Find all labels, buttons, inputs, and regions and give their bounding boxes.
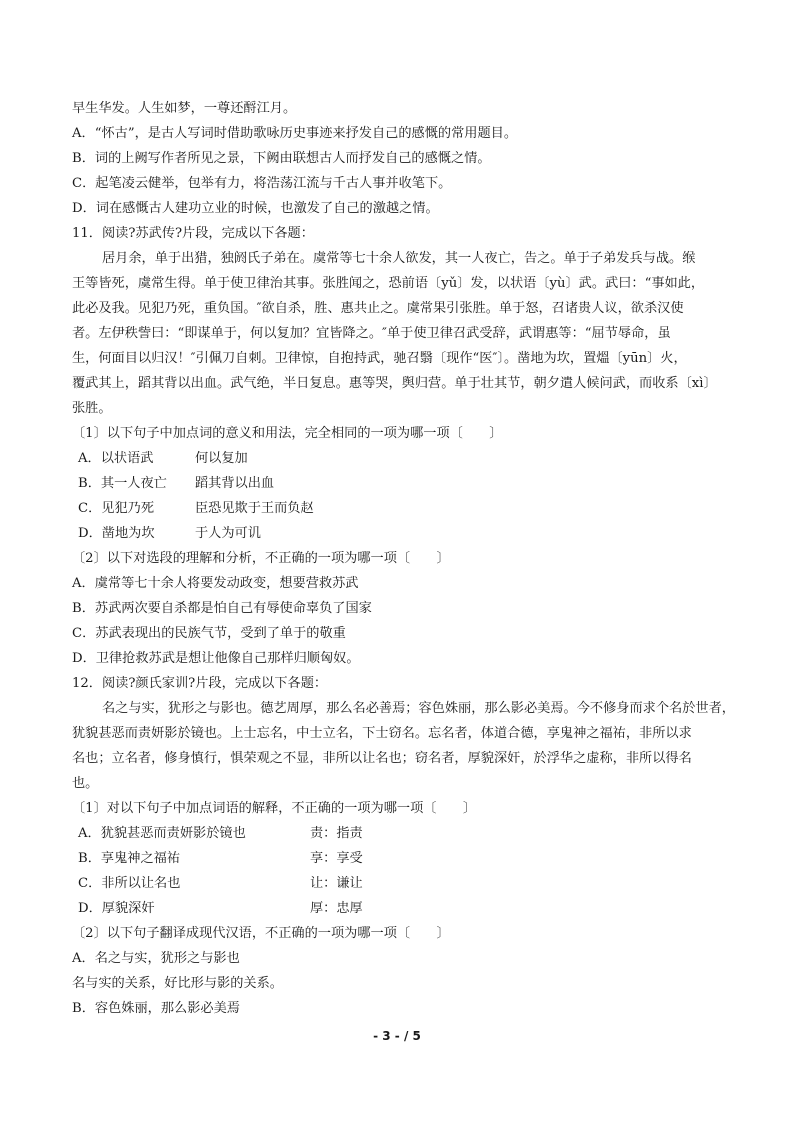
passage-line: 王等皆死，虞常生得。单于使卫律治其事。张胜闻之，恐前语〔yǔ〕发，以状语〔yù〕武。武曰：“事如此， <box>72 276 705 291</box>
page-number: - 3 - / 5 <box>373 1029 421 1043</box>
q12-sub1-option-d: D．厚貌深奸 <box>78 901 155 916</box>
q11-sub1-option-b-pair: 蹈其背以出血 <box>195 476 275 491</box>
passage-line: 生，何面目以归汉！″引佩刀自刺。卫律惊，自抱持武，驰召翳〔现作“医″〕。凿地为坎，置熅〔yūn〕火， <box>72 351 687 366</box>
question-11-heading: 11．阅读?苏武传?片段，完成以下各题： <box>72 226 314 241</box>
q12-sub1-option-c: C．非所以让名也 <box>78 876 181 891</box>
passage-line: 居月余，单于出猎，独阏氏子弟在。虞常等七十余人欲发，其一人夜亡，告之。单于子弟发兵与战。缑 <box>102 251 696 266</box>
q12-sub2-option-a: A．名之与实，犹形之与影也 <box>72 951 240 966</box>
passage-line: 覆武其上，蹈其背以出血。武气绝，半日复息。惠等哭，舆归营。单于壮其节，朝夕遣人候问武，而收系〔xì〕 <box>72 376 717 391</box>
passage-line: 名之与实，犹形之与影也。德艺周厚，那么名必善焉；容色姝丽，那么影必美焉。今不修身而求个名於世者， <box>102 701 735 716</box>
q11-sub1-option-d: D．凿地为坎 <box>78 526 155 541</box>
q10-option-b: B．词的上阙写作者所见之景，下阙由联想古人而抒发自己的感慨之情。 <box>72 151 491 166</box>
q12-sub1-prompt: 〔1〕对以下句子中加点词语的解释，不正确的一项为哪一项〔 〕 <box>72 801 477 816</box>
passage-line: 名也；立名者，修身慎行，惧荣观之不显，非所以让名也；窃名者，厚貌深奸，於浮华之虚称，非所以得名 <box>72 751 692 766</box>
q12-sub2-prompt: 〔2〕以下句子翻译成现代汉语，不正确的一项为哪一项〔 〕 <box>72 926 450 941</box>
q10-option-d: D．词在感慨古人建功立业的时候，也激发了自己的激越之情。 <box>72 201 439 216</box>
q11-sub2-option-a: A．虞常等七十余人将要发动政变，想要营救苏武 <box>72 576 359 591</box>
q11-sub1-option-c: C．见犯乃死 <box>78 501 155 516</box>
q11-sub1-option-c-pair: 臣恐见欺于王而负赵 <box>195 501 314 516</box>
question-12-heading: 12．阅读?颜氏家训?片段，完成以下各题： <box>72 676 328 691</box>
q11-sub2-option-b: B．苏武两次要自杀都是怕自己有辱使命辜负了国家 <box>72 601 372 616</box>
q11-sub2-option-d: D．卫律抢救苏武是想让他像自己那样归顺匈奴。 <box>72 651 360 666</box>
q11-sub1-option-b: B．其一人夜亡 <box>78 476 167 491</box>
poem-ending-line: 早生华发。人生如梦，一尊还酹江月。 <box>72 101 297 116</box>
q10-option-a: A．“怀古”，是古人写词时借助歌咏历史事迹来抒发自己的感慨的常用题目。 <box>72 126 518 141</box>
q11-sub1-prompt: 〔1〕以下句子中加点词的意义和用法，完全相同的一项为哪一项〔 〕 <box>72 426 503 441</box>
passage-line: 者。左伊秩訾曰：“即谋单于，何以复加？宜皆降之。″单于使卫律召武受辞，武谓惠等：“屈节辱命，虽 <box>72 326 671 341</box>
q12-sub1-option-c-gloss: 让：谦让 <box>310 876 363 891</box>
q12-sub2-option-a-translation: 名与实的关系，好比形与影的关系。 <box>72 976 283 991</box>
passage-line: 张胜。 <box>72 401 112 416</box>
q12-sub2-option-b: B．容色姝丽，那么影必美焉 <box>72 1001 240 1016</box>
q12-sub1-option-a-gloss: 责：指责 <box>310 826 363 841</box>
q11-sub1-option-a: A．以状语武 <box>78 451 154 466</box>
passage-line: 也。 <box>72 776 99 791</box>
q12-sub1-option-a: A．犹貌甚恶而责妍影於镜也 <box>78 826 246 841</box>
q10-option-c: C．起笔凌云健举，包举有力，将浩荡江流与千古人事并收笔下。 <box>72 176 452 191</box>
q11-sub1-option-a-pair: 何以复加 <box>195 451 248 466</box>
q12-sub1-option-b: B．享鬼神之福祐 <box>78 851 181 866</box>
q11-sub2-prompt: 〔2〕以下对选段的理解和分析，不正确的一项为哪一项〔 〕 <box>72 551 450 566</box>
q12-sub1-option-d-gloss: 厚：忠厚 <box>310 901 363 916</box>
q11-sub1-option-d-pair: 于人为可讥 <box>195 526 261 541</box>
q12-sub1-option-b-gloss: 享：享受 <box>310 851 363 866</box>
passage-line: 犹貌甚恶而责妍影於镜也。上士忘名，中士立名，下士窃名。忘名者，体道合德，享鬼神之福祐，非所以求 <box>72 726 692 741</box>
passage-line: 此必及我。见犯乃死，重负国。″欲自杀，胜、惠共止之。虞常果引张胜。单于怒，召诸贵人议，欲杀汉使 <box>72 301 684 316</box>
q11-sub2-option-c: C．苏武表现出的民族气节，受到了单于的敬重 <box>72 626 346 641</box>
